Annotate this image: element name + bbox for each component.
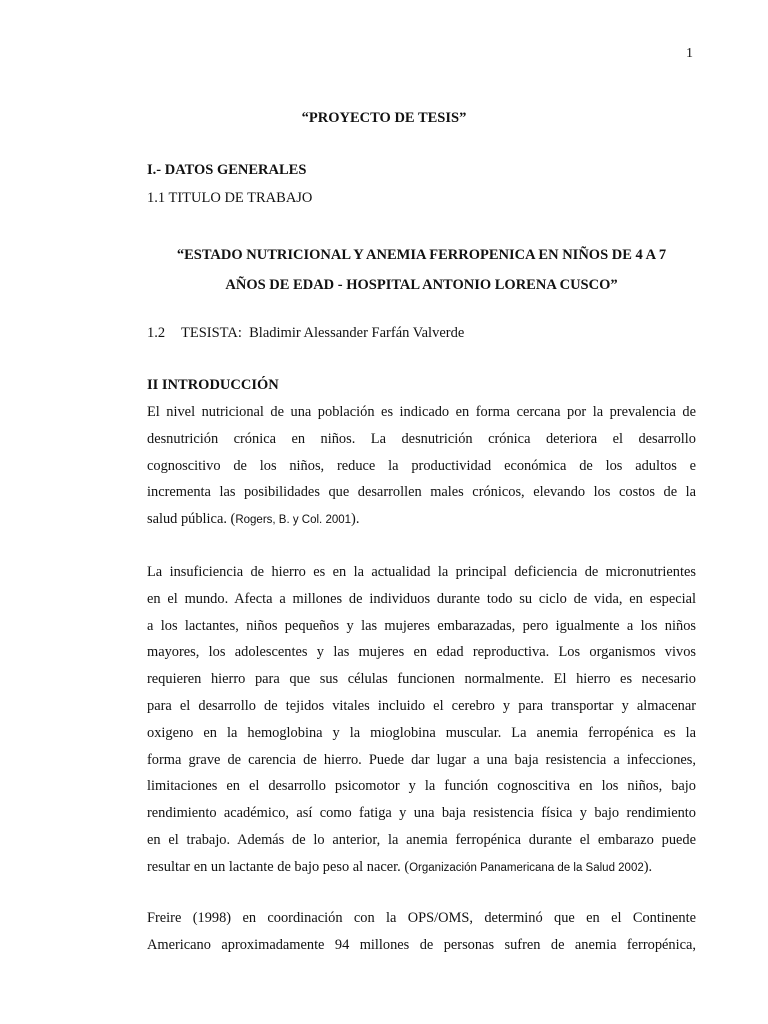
paragraph-line: en el trabajo. Además de lo anterior, la anemia ferropénica durante el embarazo puede <box>147 831 696 848</box>
section-heading-datos-generales: I.- DATOS GENERALES <box>147 162 307 178</box>
paragraph-line: oxigeno en la hemoglobina y la mioglobina muscular. La anemia ferropénica es la <box>147 724 696 741</box>
author-line <box>147 325 464 342</box>
paragraph-line: a los lactantes, niños pequeños y las mujeres embarazadas, pero igualmente a los niños <box>147 617 696 634</box>
paragraph-line: limitaciones en el desarrollo psicomotor y la función cognoscitiva en los niños, bajo <box>147 778 696 795</box>
thesis-title-line: “ESTADO NUTRICIONAL Y ANEMIA FERROPENICA EN NIÑOS DE 4 A 7 <box>176 247 667 263</box>
citation: Rogers, B. y Col. 2001 <box>235 514 352 527</box>
document-title: “PROYECTO DE TESIS” <box>301 110 467 126</box>
paragraph-line: forma grave de carencia de hierro. Puede dar lugar a una baja resistencia a infecciones, <box>147 751 696 768</box>
thesis-title <box>147 240 696 300</box>
paragraph-line: rendimiento académico, así como fatiga y una baja resistencia física y bajo rendimiento <box>147 805 696 822</box>
thesis-title-line: AÑOS DE EDAD - HOSPITAL ANTONIO LORENA CUSCO” <box>225 277 618 293</box>
paragraph-line: para el desarrollo de tejidos vitales incluido el cerebro y para transportar y almacenar <box>147 697 696 714</box>
paragraph-line: en el mundo. Afecta a millones de individuos durante todo su ciclo de vida, en especial <box>147 590 696 607</box>
intro-paragraph-2 <box>147 559 696 882</box>
intro-paragraph-1 <box>147 399 696 534</box>
paragraph-line: cognoscitivo de los niños, reduce la productividad económica de los adultos e <box>147 457 696 474</box>
paragraph-line: mayores, los adolescentes y las mujeres en edad reproductiva. Los organismos vivos <box>147 644 696 661</box>
citation: Organización Panamericana de la Salud 2002 <box>409 861 644 874</box>
intro-paragraph-3 <box>147 905 696 959</box>
paragraph-line: requieren hierro para que sus células funcionen normalmente. El hierro es necesario <box>147 671 696 688</box>
paragraph-line: La insuficiencia de hierro es en la actualidad la principal deficiencia de micronutrientes <box>147 564 696 580</box>
paragraph-line: incrementa las posibilidades que desarrollen males crónicos, elevando los costos de la <box>147 484 696 501</box>
paragraph-line: salud pública. (Rogers, B. y Col. 2001). <box>147 511 360 528</box>
page-number: 1 <box>686 46 693 61</box>
paragraph-line: resultar en un lactante de bajo peso al nacer. (Organización Panamericana de la Salud 2002). <box>147 858 653 875</box>
paragraph-line: desnutrición crónica en niños. La desnutrición crónica deteriora el desarrollo <box>147 430 696 447</box>
section-heading-introduccion: II INTRODUCCIÓN <box>147 377 279 393</box>
paragraph-line: Americano aproximadamente 94 millones de personas sufren de anemia ferropénica, <box>147 936 696 953</box>
paragraph-line: El nivel nutricional de una población es indicado en forma cercana por la prevalencia de <box>147 404 696 420</box>
author-number: 1.2 <box>147 325 166 341</box>
author-label: TESISTA: <box>181 325 242 341</box>
paragraph-line: Freire (1998) en coordinación con la OPS/OMS, determinó que en el Continente <box>147 910 696 926</box>
subheading-titulo-trabajo: 1.1 TITULO DE TRABAJO <box>147 190 313 206</box>
author-name: Bladimir Alessander Farfán Valverde <box>249 325 465 341</box>
